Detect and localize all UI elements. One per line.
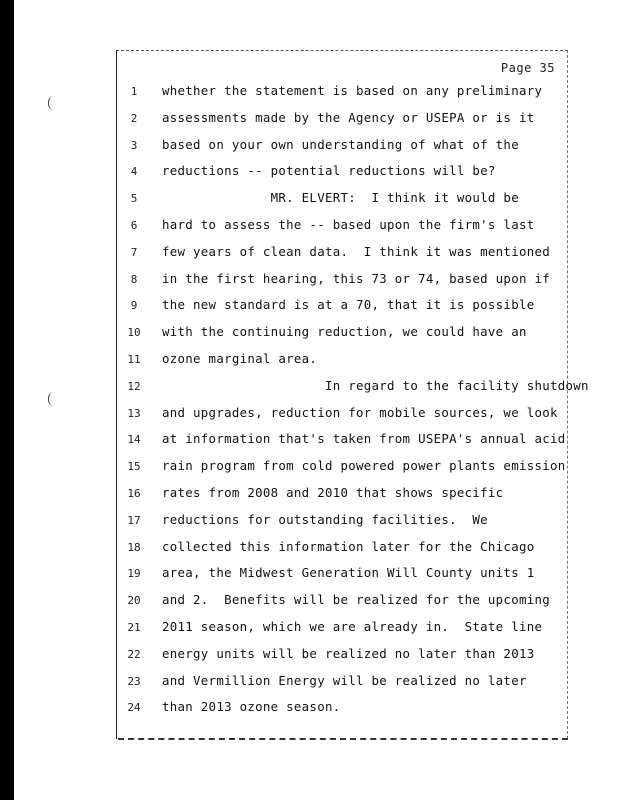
scan-edge xyxy=(0,0,14,800)
line-text: and 2. Benefits will be realized for the upcoming xyxy=(162,592,550,608)
line-number: 17 xyxy=(127,513,141,527)
transcript-line xyxy=(117,563,567,589)
transcript-line xyxy=(117,456,567,482)
line-text: based on your own understanding of what of the xyxy=(162,136,519,152)
line-text: reductions -- potential reductions will be? xyxy=(162,163,496,179)
transcript-line xyxy=(117,590,567,616)
binding-mark xyxy=(48,96,55,110)
line-text: rates from 2008 and 2010 that shows specific xyxy=(162,485,504,500)
transcript-line xyxy=(117,644,567,670)
line-text: with the continuing reduction, we could have an xyxy=(162,324,527,340)
transcript-line xyxy=(117,215,567,241)
line-text: at information that's taken from USEPA's annual acid xyxy=(162,431,566,447)
line-number: 11 xyxy=(127,353,141,366)
transcript-line xyxy=(117,510,567,536)
line-number: 23 xyxy=(127,674,141,688)
line-text: in the first hearing, this 73 or 74, based upon if xyxy=(162,270,550,286)
transcript-line xyxy=(117,135,567,161)
transcript-line xyxy=(117,671,567,697)
line-text: few years of clean data. I think it was mentioned xyxy=(162,243,550,259)
line-number: 2 xyxy=(130,111,138,125)
transcript-line xyxy=(117,617,567,643)
line-text: 2011 season, which we are already in. State line xyxy=(162,619,543,634)
line-text: and Vermillion Energy will be realized no later xyxy=(162,672,527,688)
line-number: 19 xyxy=(127,567,141,581)
line-text: than 2013 ozone season. xyxy=(162,699,341,715)
transcript-line xyxy=(117,697,567,723)
transcript-line xyxy=(117,349,567,375)
transcript-line xyxy=(117,242,567,268)
transcript-line xyxy=(117,81,567,107)
line-text: and upgrades, reduction for mobile sources, we look xyxy=(162,404,558,420)
line-number: 12 xyxy=(127,379,141,393)
line-number: 1 xyxy=(130,85,138,98)
line-number: 6 xyxy=(130,219,138,232)
line-number: 10 xyxy=(127,326,141,340)
line-text: the new standard is at a 70, that it is possible xyxy=(162,297,535,313)
line-number: 20 xyxy=(127,594,141,608)
bottom-rule xyxy=(118,738,568,740)
transcript-line xyxy=(117,376,589,402)
transcript-line xyxy=(117,322,567,348)
line-number: 8 xyxy=(130,272,138,286)
line-number: 15 xyxy=(127,460,141,474)
line-number: 24 xyxy=(127,701,141,715)
line-text: rain program from cold powered power plants emission xyxy=(162,458,566,474)
line-text: energy units will be realized no later than 2013 xyxy=(162,645,535,661)
line-text: collected this information later for the Chicago xyxy=(162,538,535,554)
line-number: 13 xyxy=(127,406,141,420)
line-number: 4 xyxy=(130,165,138,179)
transcript-line xyxy=(117,295,567,321)
transcript-page xyxy=(116,50,589,739)
line-number: 18 xyxy=(127,540,141,554)
line-number: 5 xyxy=(130,192,138,206)
line-number: 7 xyxy=(130,245,138,259)
line-text: reductions for outstanding facilities. We xyxy=(162,511,488,527)
transcript-line xyxy=(117,269,567,295)
line-text: assessments made by the Agency or USEPA or is it xyxy=(162,109,535,125)
page-number: Page 35 xyxy=(500,61,555,75)
line-number: 16 xyxy=(127,487,141,500)
line-number: 14 xyxy=(127,433,141,447)
transcript-line xyxy=(117,161,567,187)
line-text: In regard to the facility shutdown xyxy=(162,377,589,393)
transcript-line xyxy=(117,483,567,509)
transcript-line xyxy=(117,429,567,455)
transcript-line xyxy=(117,403,567,429)
line-text: area, the Midwest Generation Will County units 1 xyxy=(162,565,535,581)
transcript-line xyxy=(117,188,567,214)
transcript-line xyxy=(117,537,567,563)
line-number: 21 xyxy=(127,621,141,634)
line-number: 9 xyxy=(130,299,138,313)
binding-mark xyxy=(48,392,55,406)
transcript-line xyxy=(117,108,567,134)
line-text: hard to assess the -- based upon the firm's last xyxy=(162,217,535,232)
line-text: ozone marginal area. xyxy=(162,351,318,366)
line-text: MR. ELVERT: I think it would be xyxy=(162,190,519,206)
line-number: 3 xyxy=(130,138,138,152)
line-text: whether the statement is based on any preliminary xyxy=(162,83,543,98)
line-number: 22 xyxy=(127,647,141,661)
